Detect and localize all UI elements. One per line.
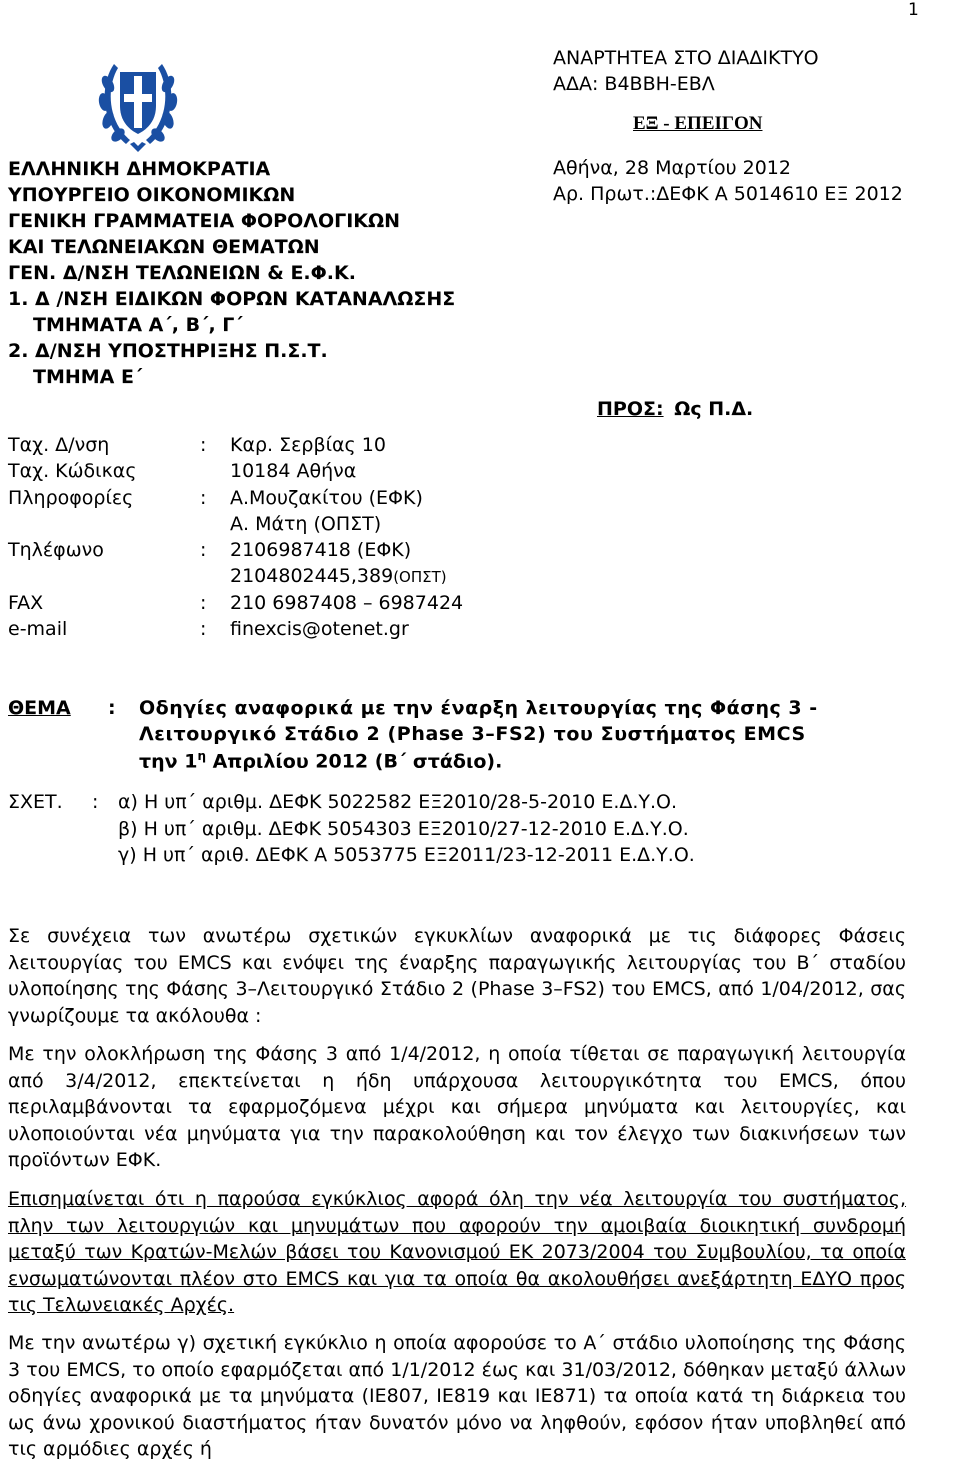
document-date: Αθήνα, 28 Μαρτίου 2012 [553, 157, 791, 179]
sender-line-7: ΤΜΗΜΑΤΑ Α΄, Β΄, Γ΄ [33, 314, 243, 336]
contact-sep-phone: : [200, 539, 207, 561]
sender-line-2: ΥΠΟΥΡΓΕΙΟ ΟΙΚΟΝΟΜΙΚΩΝ [8, 184, 296, 206]
protocol-value: ΔΕΦΚ Α 5014610 ΕΞ 2012 [656, 183, 903, 205]
reference-a: α) Η υπ΄ αριθμ. ΔΕΦΚ 5022582 ΕΞ2010/28-5-2010 Ε.Δ.Υ.Ο. [118, 791, 678, 813]
phone-2-dept: (ΟΠΣΤ) [393, 568, 447, 586]
greek-coat-of-arms-emblem [96, 44, 180, 156]
body-paragraph-2: Με την ολοκλήρωση της Φάσης 3 από 1/4/2012, η οποία τίθεται σε παραγωγική λειτουργία από 3/4/2012, επεκτείνεται η ήδη υπάρχουσα λειτουργικότητα του EMCS, όπου περιλαμβάνονται τα εφαρμοζόμενα μέχρι και σήμερα μηνύματα και λειτουργίες, και υλοποιούνται νέα μηνύματα για την παρακολούθηση και τον έλεγχο των διακινήσεων των προϊόντων ΕΦΚ. [8, 1043, 906, 1172]
reference-b: β) Η υπ΄ αριθμ. ΔΕΦΚ 5054303 ΕΞ2010/27-12-2010 Ε.Δ.Υ.Ο. [118, 818, 689, 840]
subject-line-3b: Απριλίου 2012 (Β΄ στάδιο). [205, 750, 503, 773]
contact-value-phone-2 [230, 565, 447, 587]
sender-line-3: ΓΕΝΙΚΗ ΓΡΑΜΜΑΤΕΙΑ ΦΟΡΟΛΟΓΙΚΩΝ [8, 210, 401, 232]
body-paragraph-4: Με την ανωτέρω γ) σχετική εγκύκλιο η οποία αφορούσε το Α΄ στάδιο υλοποίησης της Φάσης 3 του EMCS, το οποίο εφαρμόζεται από 1/1/2012 έως και 31/03/2012, δόθηκαν μεταξύ άλλων οδηγίες αναφορικά με τα μηνύματα (IE807, IE819 και IE871) τα οποία κατά τη διάρκεια του ως άνω χρονικού διαστήματος ήταν δυνατόν μόνο να ληφθούν, εφόσον ήταν υποβληθεί από τις αρμόδιες αρχές ή [8, 1332, 906, 1461]
contact-label-fax: FAX [8, 592, 44, 614]
posting-notice: ΑΝΑΡΤΗΤΕΑ ΣΤΟ ΔΙΑΔΙΚΤΥΟ [553, 47, 819, 69]
subject-line-3-sup: η [197, 749, 206, 763]
subject-label: ΘΕΜΑ [8, 697, 71, 719]
contact-value-address: Καρ. Σερβίας 10 [230, 434, 386, 456]
subject-line-1: Οδηγίες αναφορικά με την έναρξη λειτουργίας της Φάσης 3 - [139, 697, 818, 719]
sender-line-4: ΚΑΙ ΤΕΛΩΝΕΙΑΚΩΝ ΘΕΜΑΤΩΝ [8, 236, 320, 258]
phone-2-number: 2104802445,389 [230, 565, 394, 587]
contact-sep-fax: : [200, 592, 207, 614]
contact-value-info-2: Α. Μάτη (ΟΠΣΤ) [230, 513, 382, 535]
contact-sep-info: : [200, 487, 207, 509]
body-paragraph-1: Σε συνέχεια των ανωτέρω σχετικών εγκυκλίων αναφορικά με τις διάφορες Φάσεις λειτουργίας του EMCS και ενόψει της έναρξης παραγωγικής λειτουργίας του Β΄ σταδίου υλοποίησης της Φάσης 3–Λειτουργικό Στάδιο 2 (Phase 3–FS2) του EMCS, από 1/04/2012, σας γνωρίζουμε τα ακόλουθα : [8, 925, 906, 1027]
recipient [597, 398, 753, 420]
contact-value-phone-1: 2106987418 (ΕΦΚ) [230, 539, 412, 561]
references-sep: : [92, 791, 99, 813]
ada-code: ΑΔΑ: Β4ΒΒΗ-ΕΒΛ [553, 73, 715, 95]
contact-label-phone: Τηλέφωνο [8, 539, 104, 561]
urgency-label: ΕΞ - ΕΠΕΙΓΟΝ [633, 113, 763, 134]
subject-line-2: Λειτουργικό Στάδιο 2 (Phase 3–FS2) του Συστήματος EMCS [139, 723, 806, 745]
contact-value-fax: 210 6987408 – 6987424 [230, 592, 464, 614]
sender-line-1: ΕΛΛΗΝΙΚΗ ΔΗΜΟΚΡΑΤΙΑ [8, 158, 271, 180]
contact-label-info: Πληροφορίες [8, 487, 134, 509]
body-paragraph-3 [8, 1186, 906, 1319]
references-label: ΣΧΕΤ. [8, 791, 63, 813]
sender-line-8: 2. Δ/ΝΣΗ ΥΠΟΣΤΗΡΙΞΗΣ Π.Σ.Τ. [8, 340, 328, 362]
contact-value-info-1: Α.Μουζακίτου (ΕΦΚ) [230, 487, 423, 509]
page-number: 1 [908, 0, 919, 20]
recipient-label: ΠΡΟΣ: [597, 398, 664, 420]
subject-line-3a: την 1 [139, 750, 198, 773]
contact-value-email[interactable]: finexcis@otenet.gr [230, 618, 409, 640]
sender-line-9: ΤΜΗΜΑ Ε΄ [33, 366, 143, 388]
reference-c: γ) Η υπ΄ αριθ. ΔΕΦΚ Α 5053775 ΕΞ2011/23-12-2011 Ε.Δ.Υ.Ο. [118, 844, 695, 866]
contact-value-postcode: 10184 Αθήνα [230, 460, 357, 482]
contact-sep-email: : [200, 618, 207, 640]
contact-label-postcode: Ταχ. Κώδικας [8, 460, 137, 482]
subject-sep: : [108, 697, 116, 719]
contact-label-address: Ταχ. Δ/νση [8, 434, 110, 456]
protocol-prefix: Αρ. Πρωτ.: [553, 183, 657, 205]
subject-line-3 [139, 749, 502, 772]
body-paragraph-3-text: Επισημαίνεται ότι η παρούσα εγκύκλιος αφορά όλη την νέα λειτουργία του συστήματος, πλην των λειτουργιών και μηνυμάτων που αφορούν την αμοιβαία διοικητική συνδρομή μεταξύ των Κρατών-Μελών βάσει του Κανονισμού ΕΚ 2073/2004 του Συμβουλίου, τα οποία ενσωματώνονται πλέον στο EMCS και για τα οποία θα ακολουθήσει ανεξάρτητη ΕΔΥΟ προς τις Τελωνειακές Αρχές. [8, 1188, 906, 1317]
contact-sep-address: : [200, 434, 207, 456]
contact-label-email: e-mail [8, 618, 68, 640]
recipient-value: Ως Π.Δ. [674, 398, 754, 420]
sender-line-5: ΓΕΝ. Δ/ΝΣΗ ΤΕΛΩΝΕΙΩΝ & Ε.Φ.Κ. [8, 262, 356, 284]
sender-line-6: 1. Δ /ΝΣΗ ΕΙΔΙΚΩΝ ΦΟΡΩΝ ΚΑΤΑΝΑΛΩΣΗΣ [8, 288, 456, 310]
protocol-number [553, 183, 903, 205]
